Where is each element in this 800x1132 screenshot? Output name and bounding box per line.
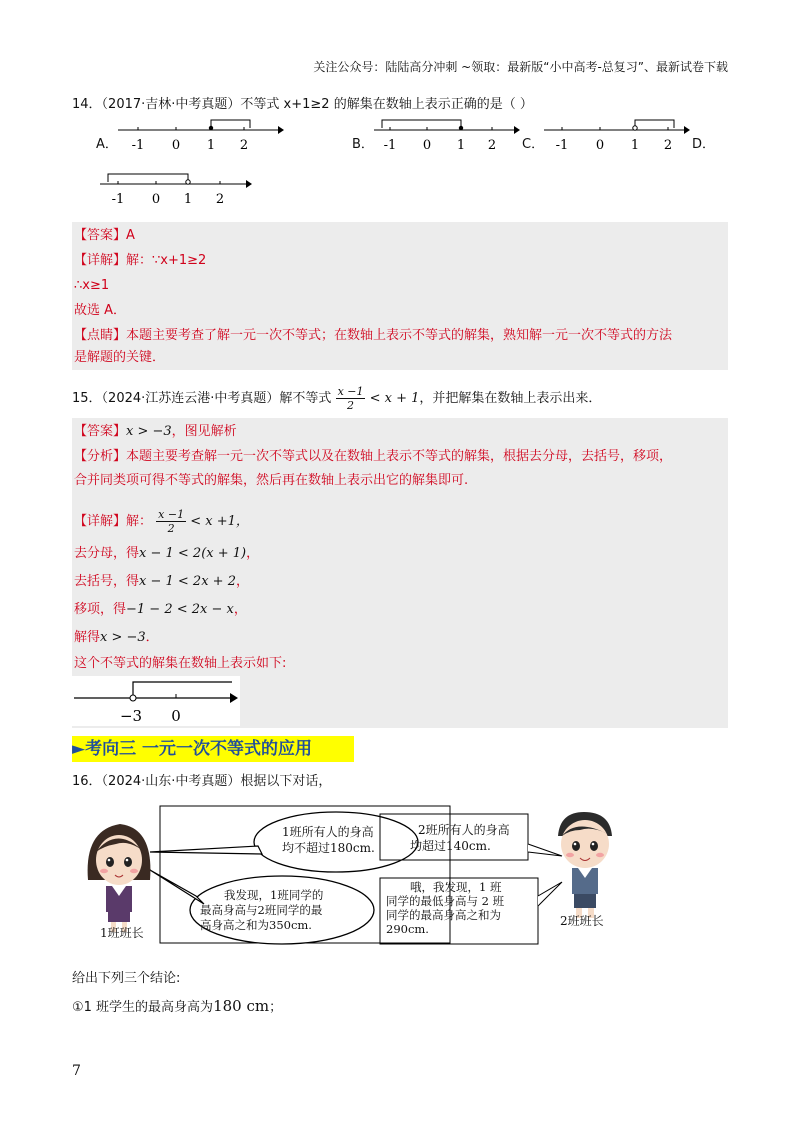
q15-detail-label: 【详解】	[74, 514, 127, 529]
q14-numberline-b	[372, 116, 522, 158]
q15-answer-post: ，图见解析	[171, 424, 237, 439]
q14-step2: ∴x≥1	[74, 278, 110, 293]
q14-solution-block	[72, 222, 728, 370]
bubble-line: 2班所有人的身高	[418, 823, 510, 837]
q15-source: （2024·江苏连云港·中考真题）	[101, 391, 280, 406]
q15-numberline	[72, 676, 242, 726]
bubble-2-text	[200, 888, 370, 933]
q15-step	[74, 601, 247, 619]
q14-numberline-a	[116, 116, 286, 158]
q14-option-a-label: A．	[96, 137, 118, 152]
q15-step-end: ．	[145, 630, 159, 645]
q15-stem-line	[72, 385, 601, 412]
q15-detail-fraction	[156, 508, 186, 535]
fraction-numerator: x −1	[337, 385, 364, 398]
q15-detail-pre: 解：	[126, 514, 153, 529]
q15-detail-line	[74, 508, 249, 535]
q16-conclusion-1	[72, 997, 282, 1017]
tick-label: −3	[119, 707, 143, 725]
bubble-3-text	[410, 822, 540, 854]
girl-label: 1班班长	[100, 926, 144, 940]
bubble-line: 290cm.	[386, 922, 429, 936]
conclusion-marker: ①	[72, 1000, 84, 1015]
conclusion-value: 180 cm	[213, 997, 270, 1015]
fraction-denominator: 2	[167, 522, 175, 535]
q15-numberline-intro: 这个不等式的解集在数轴上表示如下:	[74, 656, 287, 671]
q15-stem-pre: 解不等式	[279, 391, 332, 406]
q15-step-label: 去分母，得	[74, 546, 140, 561]
q15-step	[74, 545, 259, 563]
tick-label: 2	[215, 192, 225, 207]
tick-label: 0	[595, 138, 605, 153]
tick-label: -1	[111, 192, 125, 207]
bubble-line: 我发现，1班同学的	[224, 888, 324, 902]
q15-analysis-1: 本题主要考查解一元一次不等式以及在数轴上表示不等式的解集，根据去分母，去括号，移项，	[126, 449, 673, 464]
q16-source: （2024·山东·中考真题）	[101, 774, 241, 789]
q14-point-text-1: 本题主要考查了解一元一次不等式；在数轴上表示不等式的解集，熟知解一元一次不等式的方法	[126, 328, 673, 343]
q14-source: （2017·吉林·中考真题）	[101, 97, 241, 112]
tick-label: 2	[487, 138, 497, 153]
bubble-line: 高身高之和为350cm.	[200, 918, 312, 932]
q15-fraction	[336, 385, 366, 412]
tick-label: 0	[171, 707, 181, 725]
conclusion-text: 1 班学生的最高身高为	[83, 1000, 214, 1015]
q14-stem-line	[72, 96, 533, 114]
q15-stem-post: ，并把解集在数轴上表示出来．	[419, 391, 602, 406]
page-header: 关注公众号：陆陆高分冲刺 ~领取：最新版“小中高考-总复习”、最新试卷下载	[313, 60, 728, 74]
q15-step-math: x − 1 < 2(x + 1)	[139, 546, 247, 561]
q16-conclusions-intro: 给出下列三个结论:	[72, 971, 181, 986]
q14-option-d-label: D．	[692, 137, 716, 152]
q16-number: 16．	[72, 774, 102, 789]
q15-answer-line	[74, 423, 237, 441]
tick-label: 0	[171, 138, 181, 153]
girl-figure	[88, 824, 151, 932]
bubble-line: 同学的最高身高之和为	[386, 908, 501, 922]
q15-analysis-label: 【分析】	[74, 449, 127, 464]
q14-number: 14．	[72, 97, 102, 112]
q15-number: 15．	[72, 391, 102, 406]
q15-step-end: ，	[246, 546, 260, 561]
q14-numberline-d	[98, 170, 258, 212]
q15-step-label: 解得	[74, 630, 101, 645]
bubble-line: 最高身高与2班同学的最	[200, 903, 323, 917]
q14-detail-text: 解：∵x+1≥2	[126, 253, 207, 268]
q14-answer: 【答案】A	[74, 228, 135, 243]
page-number: 7	[72, 1063, 81, 1079]
bubble-4-text	[386, 880, 538, 936]
q14-point-label: 【点睛】	[74, 328, 127, 343]
q14-detail-line	[74, 252, 206, 270]
q15-step-end: ，	[233, 602, 247, 617]
tick-label: 1	[456, 138, 466, 153]
tick-label: -1	[555, 138, 569, 153]
fraction-numerator: x −1	[158, 508, 185, 521]
q16-stem-line	[72, 773, 331, 791]
bubble-1-text	[282, 824, 402, 856]
fraction-denominator: 2	[347, 399, 355, 412]
boy-label: 2班班长	[560, 914, 604, 928]
q14-point-line1	[74, 327, 672, 345]
tick-label: 0	[151, 192, 161, 207]
q14-option-c-label: C．	[522, 137, 545, 152]
q15-detail-relation: < x +1，	[190, 514, 249, 529]
tick-label: 1	[206, 138, 216, 153]
q16-stem: 根据以下对话，	[240, 774, 332, 789]
q15-step-label: 移项，得	[74, 602, 127, 617]
tick-label: 1	[183, 192, 193, 207]
q15-answer-label: 【答案】	[74, 424, 127, 439]
q15-stem-relation: < x + 1	[369, 391, 420, 406]
q14-detail-label: 【详解】	[74, 253, 127, 268]
q15-step-math: x − 1 < 2x + 2	[139, 574, 236, 589]
section-title: ►考向三 一元一次不等式的应用	[72, 736, 354, 762]
tick-label: 2	[239, 138, 249, 153]
tick-label: 2	[663, 138, 673, 153]
q14-stem: 不等式 x+1≥2 的解集在数轴上表示正确的是（ ）	[240, 97, 533, 112]
q14-option-b-label: B．	[352, 137, 374, 152]
bubble-line: 哦，我发现，1 班	[410, 880, 502, 894]
bubble-line: 同学的最低身高与 2 班	[386, 894, 505, 908]
q15-step-math: −1 − 2 < 2x − x	[126, 602, 234, 617]
tick-label: 1	[630, 138, 640, 153]
bubble-line: 1班所有人的身高	[282, 825, 374, 839]
q15-step-label: 去括号，得	[74, 574, 140, 589]
q15-step	[74, 573, 249, 591]
q15-step-end: ，	[235, 574, 249, 589]
tick-label: -1	[383, 138, 397, 153]
q14-point-line2: 是解题的关键．	[74, 350, 166, 365]
q14-numberline-c	[542, 116, 692, 158]
q14-step3: 故选 A．	[74, 303, 127, 318]
tick-label: 0	[422, 138, 432, 153]
bubble-line: 均不超过180cm.	[282, 841, 375, 855]
q15-answer-math: x > −3	[126, 424, 172, 439]
q15-step	[74, 629, 159, 647]
boy-figure	[558, 812, 612, 918]
q15-analysis-line1	[74, 448, 672, 466]
tick-label: -1	[131, 138, 145, 153]
conclusion-end: ；	[269, 1000, 283, 1015]
q15-step-math: x > −3	[100, 630, 146, 645]
q15-analysis-line2: 合并同类项可得不等式的解集，然后再在数轴上表示出它的解集即可.	[74, 473, 469, 488]
bubble-line: 均超过140cm.	[410, 839, 491, 853]
